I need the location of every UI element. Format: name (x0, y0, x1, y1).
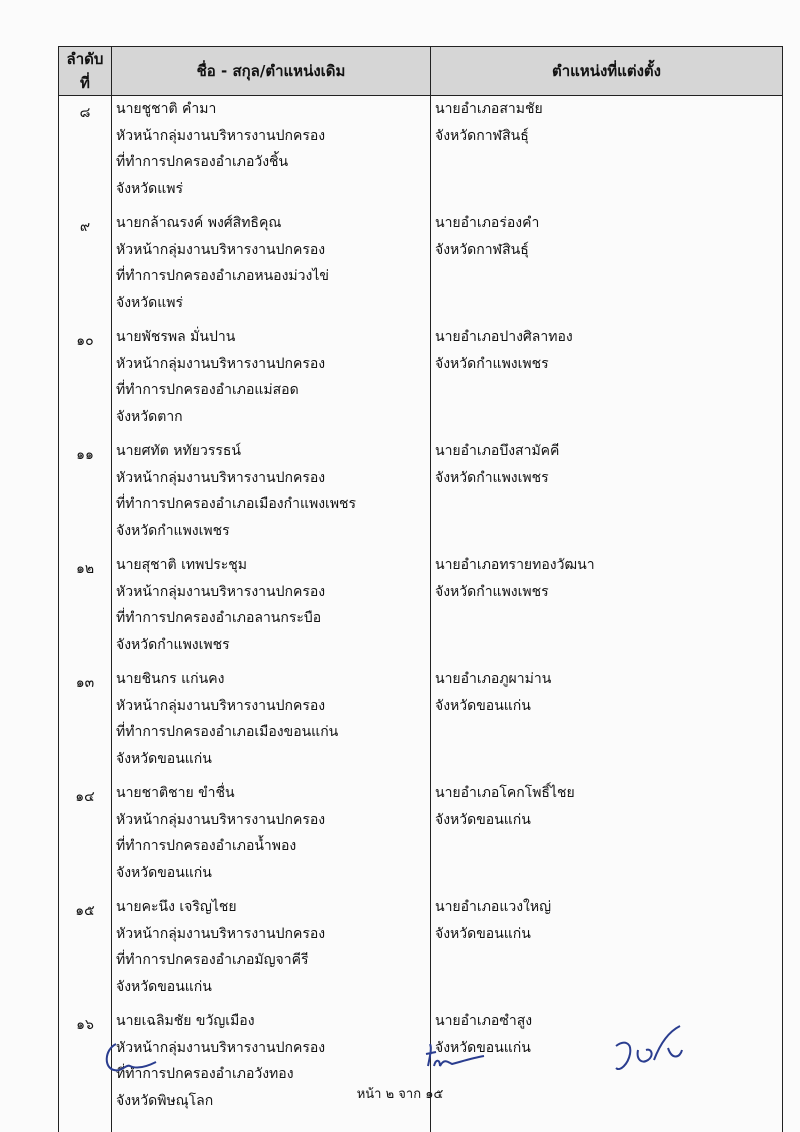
signature-left (100, 1040, 160, 1078)
new-position (431, 438, 783, 552)
old-position-line: หัวหน้ากลุ่มงานบริหารงานปกครอง (112, 237, 430, 264)
new-position-line: นายอำเภอภูผาม่าน (431, 666, 782, 693)
person-name: นายสุชาติ เทพประชุม (112, 552, 430, 579)
table-row (59, 780, 783, 894)
row-number: ๑๐ (59, 324, 112, 438)
appointment-table (58, 46, 783, 1132)
name-and-old-position (112, 438, 431, 552)
old-position-line: ที่ทำการปกครองอำเภอลานกระบือ (112, 605, 430, 632)
old-position-line: ที่ทำการปกครองอำเภอวังชิ้น (112, 149, 430, 176)
name-and-old-position (112, 96, 431, 211)
old-position-line: จังหวัดขอนแก่น (112, 974, 430, 1001)
new-position-line: นายอำเภอโคกโพธิ์ไชย (431, 780, 782, 807)
table-header-row (59, 47, 783, 96)
old-position-line: ที่ทำการปกครองอำเภอวังทอง (112, 1061, 430, 1088)
header-new-position: ตำแหน่งที่แต่งตั้ง (431, 47, 783, 96)
row-number: ๑๓ (59, 666, 112, 780)
new-position-line: จังหวัดขอนแก่น (431, 807, 782, 834)
new-position-line: นายอำเภอร่องคำ (431, 210, 782, 237)
old-position-line: จังหวัดกำแพงเพชร (112, 518, 430, 545)
old-position-line: จังหวัดขอนแก่น (112, 860, 430, 887)
table-body (59, 96, 783, 1132)
new-position (431, 96, 783, 211)
table-row (59, 666, 783, 780)
table-row (59, 552, 783, 666)
old-position-line: หัวหน้ากลุ่มงานบริหารงานปกครอง (112, 693, 430, 720)
old-position-line: ที่ทำการปกครองอำเภอมัญจาคีรี (112, 947, 430, 974)
header-name-old-position: ชื่อ - สกุล/ตำแหน่งเดิม (112, 47, 431, 96)
old-position-line: จังหวัดกำแพงเพชร (112, 632, 430, 659)
old-position-line: หัวหน้ากลุ่มงานบริหารงานปกครอง (112, 807, 430, 834)
new-position-line: จังหวัดขอนแก่น (431, 693, 782, 720)
row-number: ๑๔ (59, 780, 112, 894)
old-position-line: ที่ทำการปกครองอำเภอเมืองกำแพงเพชร (112, 491, 430, 518)
new-position-line: นายอำเภอแวงใหญ่ (431, 894, 782, 921)
row-number: ๑๕ (59, 894, 112, 1008)
signature-right (610, 1020, 690, 1076)
old-position-line: จังหวัดแพร่ (112, 290, 430, 317)
person-name: นายพัชรพล มั่นปาน (112, 324, 430, 351)
row-number: ๘ (59, 96, 112, 211)
new-position-line: จังหวัดกาฬสินธุ์ (431, 123, 782, 150)
name-and-old-position (112, 780, 431, 894)
new-position (431, 780, 783, 894)
old-position-line: หัวหน้ากลุ่มงานบริหารงานปกครอง (112, 351, 430, 378)
new-position (431, 324, 783, 438)
old-position-line: หัวหน้ากลุ่มงานบริหารงานปกครอง (112, 465, 430, 492)
new-position-line: จังหวัดกำแพงเพชร (431, 351, 782, 378)
table-row (59, 210, 783, 324)
new-position-line: จังหวัดกำแพงเพชร (431, 465, 782, 492)
person-name: นายกล้าณรงค์ พงศ์สิทธิคุณ (112, 210, 430, 237)
row-number: ๑๖ (59, 1008, 112, 1132)
table-row (59, 96, 783, 211)
new-position-line: จังหวัดกำแพงเพชร (431, 579, 782, 606)
row-number: ๑๑ (59, 438, 112, 552)
old-position-line: ที่ทำการปกครองอำเภอน้ำพอง (112, 833, 430, 860)
signature-middle (420, 1040, 490, 1076)
table-row (59, 894, 783, 1008)
old-position-line: จังหวัดแพร่ (112, 176, 430, 203)
header-order: ลำดับที่ (59, 47, 112, 96)
person-name: นายชินกร แก่นคง (112, 666, 430, 693)
name-and-old-position (112, 210, 431, 324)
person-name: นายชาติชาย ขำชื่น (112, 780, 430, 807)
person-name: นายเฉลิมชัย ขวัญเมือง (112, 1008, 430, 1035)
new-position (431, 894, 783, 1008)
new-position (431, 210, 783, 324)
table-row (59, 438, 783, 552)
new-position-line: นายอำเภอปางศิลาทอง (431, 324, 782, 351)
new-position-line: นายอำเภอซำสูง (431, 1008, 782, 1035)
old-position-line: หัวหน้ากลุ่มงานบริหารงานปกครอง (112, 123, 430, 150)
name-and-old-position (112, 894, 431, 1008)
old-position-line: จังหวัดขอนแก่น (112, 746, 430, 773)
table-row (59, 324, 783, 438)
new-position-line: นายอำเภอทรายทองวัฒนา (431, 552, 782, 579)
new-position (431, 552, 783, 666)
person-name: นายศทัต หทัยวรรธน์ (112, 438, 430, 465)
new-position-line: จังหวัดขอนแก่น (431, 1035, 782, 1062)
new-position-line: จังหวัดขอนแก่น (431, 921, 782, 948)
old-position-line: ที่ทำการปกครองอำเภอแม่สอด (112, 377, 430, 404)
name-and-old-position (112, 324, 431, 438)
old-position-line: จังหวัดพิษณุโลก (112, 1088, 430, 1115)
new-position-line: นายอำเภอสามชัย (431, 96, 782, 123)
old-position-line: จังหวัดตาก (112, 404, 430, 431)
row-number: ๑๒ (59, 552, 112, 666)
old-position-line: หัวหน้ากลุ่มงานบริหารงานปกครอง (112, 921, 430, 948)
page-number: หน้า ๒ จาก ๑๕ (0, 1083, 800, 1104)
old-position-line: ที่ทำการปกครองอำเภอเมืองขอนแก่น (112, 719, 430, 746)
old-position-line: หัวหน้ากลุ่มงานบริหารงานปกครอง (112, 1035, 430, 1062)
new-position-line: จังหวัดกาฬสินธุ์ (431, 237, 782, 264)
row-number: ๙ (59, 210, 112, 324)
new-position (431, 666, 783, 780)
person-name: นายคะนึง เจริญไชย (112, 894, 430, 921)
name-and-old-position (112, 666, 431, 780)
name-and-old-position (112, 552, 431, 666)
person-name: นายชูชาติ คำมา (112, 96, 430, 123)
old-position-line: ที่ทำการปกครองอำเภอหนองม่วงไข่ (112, 263, 430, 290)
new-position-line: นายอำเภอบึงสามัคคี (431, 438, 782, 465)
old-position-line: หัวหน้ากลุ่มงานบริหารงานปกครอง (112, 579, 430, 606)
